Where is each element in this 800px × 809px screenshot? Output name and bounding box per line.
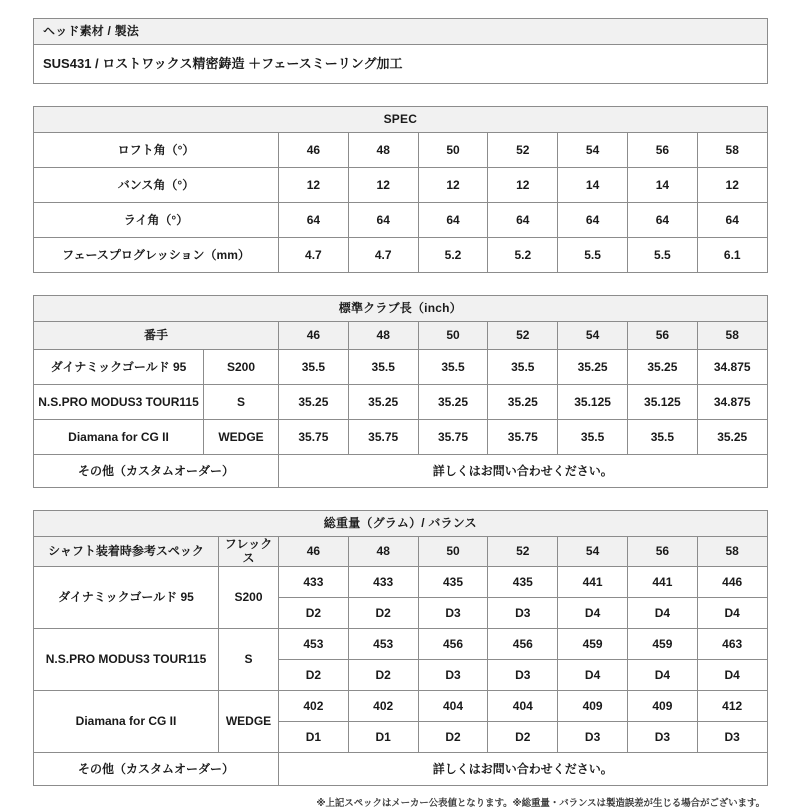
spec-cell: 64 xyxy=(488,203,558,238)
loft-header: 54 xyxy=(558,322,628,350)
table-row xyxy=(34,238,768,273)
shaft-name: N.S.PRO MODUS3 TOUR115 xyxy=(34,385,204,420)
spec-row-label: フェースプログレッション（mm） xyxy=(34,238,279,273)
club-length-table-title: 標準クラブ長（inch） xyxy=(34,296,768,322)
club-number-header: 番手 xyxy=(34,322,279,350)
weight-cell: 453 xyxy=(348,628,418,659)
spec-cell: 64 xyxy=(627,203,697,238)
length-cell: 35.125 xyxy=(627,385,697,420)
balance-cell: D4 xyxy=(627,597,697,628)
balance-cell: D4 xyxy=(558,659,628,690)
spec-cell: 54 xyxy=(558,133,628,168)
shaft-name: Diamana for CG II xyxy=(34,420,204,455)
loft-header: 56 xyxy=(627,537,697,567)
loft-header: 48 xyxy=(348,322,418,350)
length-cell: 35.75 xyxy=(488,420,558,455)
weight-cell: 441 xyxy=(558,566,628,597)
length-cell: 35.25 xyxy=(627,350,697,385)
table-row xyxy=(34,203,768,238)
shaft-flex: WEDGE xyxy=(204,420,279,455)
spec-cell: 5.2 xyxy=(418,238,488,273)
length-cell: 34.875 xyxy=(697,385,767,420)
spec-cell: 4.7 xyxy=(348,238,418,273)
table-row xyxy=(34,455,768,488)
spec-cell: 64 xyxy=(348,203,418,238)
weight-cell: 459 xyxy=(558,628,628,659)
spec-row-label: ロフト角（°） xyxy=(34,133,279,168)
length-cell: 35.75 xyxy=(348,420,418,455)
length-cell: 35.5 xyxy=(418,350,488,385)
spec-cell: 46 xyxy=(279,133,349,168)
spec-cell: 64 xyxy=(279,203,349,238)
weight-cell: 441 xyxy=(627,566,697,597)
weight-cell: 435 xyxy=(488,566,558,597)
length-cell: 34.875 xyxy=(697,350,767,385)
loft-header: 54 xyxy=(558,537,628,567)
spec-cell: 4.7 xyxy=(279,238,349,273)
balance-cell: D2 xyxy=(418,721,488,752)
spec-cell: 50 xyxy=(418,133,488,168)
head-material-value: SUS431 / ロストワックス精密鋳造 ＋フェースミーリング加工 xyxy=(34,45,768,84)
spec-table-title: SPEC xyxy=(34,107,768,133)
balance-cell: D3 xyxy=(418,597,488,628)
weight-cell: 459 xyxy=(627,628,697,659)
custom-order-label: その他（カスタムオーダー） xyxy=(34,455,279,488)
spec-cell: 12 xyxy=(697,168,767,203)
spec-cell: 64 xyxy=(558,203,628,238)
loft-header: 50 xyxy=(418,537,488,567)
length-cell: 35.5 xyxy=(558,420,628,455)
custom-order-label: その他（カスタムオーダー） xyxy=(34,752,279,785)
shaft-flex: S xyxy=(219,628,279,690)
weight-cell: 433 xyxy=(279,566,349,597)
loft-header: 46 xyxy=(279,537,349,567)
spec-table xyxy=(33,106,768,273)
spec-cell: 64 xyxy=(697,203,767,238)
balance-cell: D4 xyxy=(558,597,628,628)
length-cell: 35.25 xyxy=(697,420,767,455)
weight-cell: 453 xyxy=(279,628,349,659)
shaft-name: ダイナミックゴールド 95 xyxy=(34,566,219,628)
table-row xyxy=(34,690,768,721)
balance-cell: D2 xyxy=(348,597,418,628)
weight-cell: 456 xyxy=(488,628,558,659)
balance-cell: D2 xyxy=(488,721,558,752)
balance-cell: D3 xyxy=(418,659,488,690)
length-cell: 35.25 xyxy=(558,350,628,385)
weight-cell: 435 xyxy=(418,566,488,597)
weight-cell: 433 xyxy=(348,566,418,597)
table-row xyxy=(34,752,768,785)
length-cell: 35.25 xyxy=(418,385,488,420)
flex-header: フレックス xyxy=(219,537,279,567)
balance-cell: D4 xyxy=(697,659,767,690)
balance-cell: D2 xyxy=(279,659,349,690)
spec-cell: 12 xyxy=(488,168,558,203)
spec-cell: 52 xyxy=(488,133,558,168)
spec-cell: 12 xyxy=(279,168,349,203)
shaft-flex: S200 xyxy=(219,566,279,628)
table-row xyxy=(34,385,768,420)
weight-cell: 409 xyxy=(558,690,628,721)
length-cell: 35.5 xyxy=(627,420,697,455)
head-material-table xyxy=(33,18,768,84)
weight-cell: 402 xyxy=(279,690,349,721)
balance-cell: D3 xyxy=(488,659,558,690)
table-gap-3 xyxy=(33,488,767,510)
spec-cell: 5.5 xyxy=(558,238,628,273)
length-cell: 35.5 xyxy=(279,350,349,385)
table-row xyxy=(34,628,768,659)
shaft-name: ダイナミックゴールド 95 xyxy=(34,350,204,385)
balance-cell: D3 xyxy=(697,721,767,752)
length-cell: 35.5 xyxy=(488,350,558,385)
spec-cell: 5.2 xyxy=(488,238,558,273)
balance-cell: D3 xyxy=(627,721,697,752)
shaft-spec-header: シャフト装着時参考スペック xyxy=(34,537,219,567)
spec-row-label: バンス角（°） xyxy=(34,168,279,203)
spec-cell: 6.1 xyxy=(697,238,767,273)
weight-cell: 463 xyxy=(697,628,767,659)
length-cell: 35.5 xyxy=(348,350,418,385)
table-row xyxy=(34,566,768,597)
spec-cell: 64 xyxy=(418,203,488,238)
custom-order-value: 詳しくはお問い合わせください。 xyxy=(279,455,768,488)
weight-cell: 446 xyxy=(697,566,767,597)
loft-header: 52 xyxy=(488,537,558,567)
spec-cell: 48 xyxy=(348,133,418,168)
loft-header: 58 xyxy=(697,322,767,350)
weight-cell: 402 xyxy=(348,690,418,721)
length-cell: 35.25 xyxy=(348,385,418,420)
balance-cell: D1 xyxy=(348,721,418,752)
table-gap-1 xyxy=(33,84,767,106)
weight-cell: 456 xyxy=(418,628,488,659)
weight-cell: 404 xyxy=(418,690,488,721)
length-cell: 35.125 xyxy=(558,385,628,420)
shaft-flex: S xyxy=(204,385,279,420)
weight-balance-header-row xyxy=(34,537,768,567)
spec-cell: 12 xyxy=(418,168,488,203)
length-cell: 35.75 xyxy=(279,420,349,455)
balance-cell: D4 xyxy=(627,659,697,690)
shaft-flex: S200 xyxy=(204,350,279,385)
shaft-name: N.S.PRO MODUS3 TOUR115 xyxy=(34,628,219,690)
footnote: ※上記スペックはメーカー公表値となります。※総重量・バランスは製造誤差が生じる場合がございます。 xyxy=(316,797,765,809)
club-length-header-row xyxy=(34,322,768,350)
weight-cell: 409 xyxy=(627,690,697,721)
spec-cell: 56 xyxy=(627,133,697,168)
loft-header: 56 xyxy=(627,322,697,350)
spec-cell: 12 xyxy=(348,168,418,203)
balance-cell: D1 xyxy=(279,721,349,752)
loft-header: 58 xyxy=(697,537,767,567)
balance-cell: D4 xyxy=(697,597,767,628)
custom-order-value: 詳しくはお問い合わせください。 xyxy=(279,752,768,785)
balance-cell: D2 xyxy=(348,659,418,690)
head-material-header: ヘッド素材 / 製法 xyxy=(34,19,768,45)
loft-header: 48 xyxy=(348,537,418,567)
spec-row-label: ライ角（°） xyxy=(34,203,279,238)
shaft-flex: WEDGE xyxy=(219,690,279,752)
table-gap-2 xyxy=(33,273,767,295)
spec-cell: 58 xyxy=(697,133,767,168)
table-row xyxy=(34,168,768,203)
length-cell: 35.75 xyxy=(418,420,488,455)
balance-cell: D2 xyxy=(279,597,349,628)
table-row xyxy=(34,133,768,168)
weight-cell: 404 xyxy=(488,690,558,721)
weight-balance-table-title: 総重量（グラム）/ バランス xyxy=(34,511,768,537)
shaft-name: Diamana for CG II xyxy=(34,690,219,752)
length-cell: 35.25 xyxy=(279,385,349,420)
length-cell: 35.25 xyxy=(488,385,558,420)
balance-cell: D3 xyxy=(488,597,558,628)
table-row xyxy=(34,350,768,385)
loft-header: 46 xyxy=(279,322,349,350)
spec-cell: 14 xyxy=(558,168,628,203)
balance-cell: D3 xyxy=(558,721,628,752)
spec-cell: 5.5 xyxy=(627,238,697,273)
weight-balance-table xyxy=(33,510,768,786)
club-length-table xyxy=(33,295,768,488)
spec-cell: 14 xyxy=(627,168,697,203)
loft-header: 52 xyxy=(488,322,558,350)
table-row xyxy=(34,420,768,455)
loft-header: 50 xyxy=(418,322,488,350)
weight-cell: 412 xyxy=(697,690,767,721)
